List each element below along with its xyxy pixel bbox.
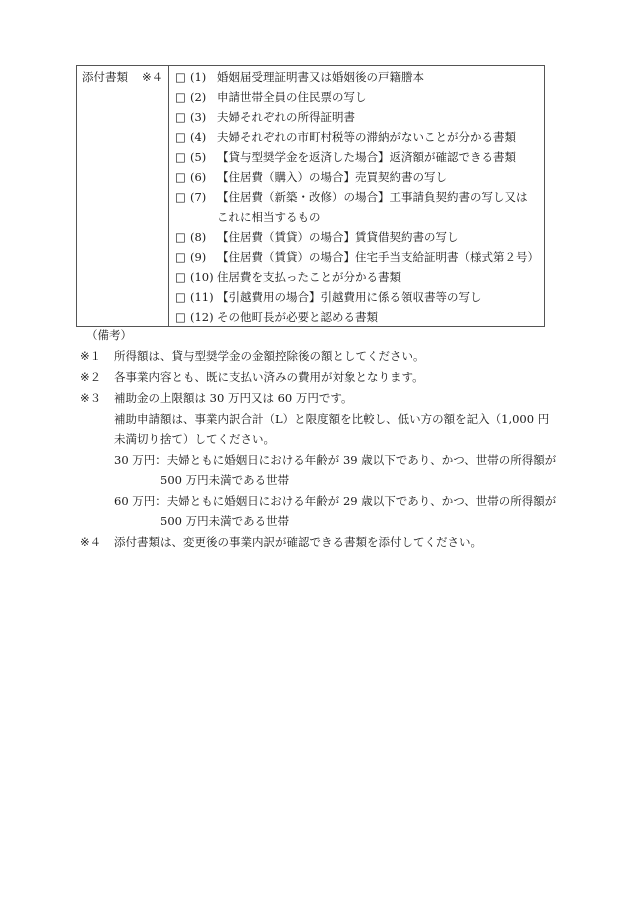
attachment-item-text: 夫婦それぞれの市町村税等の滞納がないことが分かる書類 <box>217 130 516 144</box>
attachment-item-number: (3) <box>190 110 207 124</box>
attachment-item-text: 申請世帯全員の住民票の写し <box>217 90 367 104</box>
attachment-item-text: 【住居費（購入）の場合】売買契約書の写し <box>217 170 447 184</box>
note-4-mark: ※４ <box>80 535 102 549</box>
note-2-mark: ※２ <box>80 370 102 384</box>
attachment-item-number: (8) <box>190 230 207 244</box>
attachment-item <box>175 172 544 192</box>
checkbox-icon[interactable]: □ <box>175 250 186 264</box>
note-3-mark: ※３ <box>80 391 102 405</box>
attachment-item-text: 婚姻届受理証明書又は婚姻後の戸籍謄本 <box>217 70 424 84</box>
checkbox-icon[interactable]: □ <box>175 290 186 304</box>
limit-60-line-2: 500 万円未満である世帯 <box>160 514 290 528</box>
attachment-item-text: 夫婦それぞれの所得証明書 <box>217 110 355 124</box>
note-2 <box>80 372 424 384</box>
checkbox-icon[interactable]: □ <box>175 70 186 84</box>
attachment-item <box>175 252 544 272</box>
checkbox-icon[interactable]: □ <box>175 190 186 204</box>
note-2-text: 各事業内容とも、既に支払い済みの費用が対象となります。 <box>114 370 424 384</box>
attachment-item-continuation: これに相当するもの <box>217 210 321 224</box>
note-3 <box>80 393 352 405</box>
attachment-item-text: 【住居費（賃貸）の場合】賃貸借契約書の写し <box>217 230 459 244</box>
attachment-item-number: (9) <box>190 250 207 264</box>
checkbox-icon[interactable]: □ <box>175 270 186 284</box>
checkbox-icon[interactable]: □ <box>175 90 186 104</box>
attachment-item-number: (1) <box>190 70 207 84</box>
note-4 <box>80 537 482 549</box>
attachment-item <box>175 92 544 112</box>
note-3-detail-line-2: 未満切り捨て）してください。 <box>114 432 275 446</box>
attachment-item-number: (7) <box>190 190 207 204</box>
attachment-item-text: 【住居費（賃貸）の場合】住宅手当支給証明書（様式第２号） <box>217 250 539 264</box>
checkbox-icon[interactable]: □ <box>175 170 186 184</box>
attachment-item-number: (5) <box>190 150 207 164</box>
attachment-item <box>175 112 544 132</box>
attachment-table <box>76 65 545 327</box>
attachment-item <box>175 132 544 152</box>
checkbox-icon[interactable]: □ <box>175 110 186 124</box>
limit-30-line-2: 500 万円未満である世帯 <box>160 473 290 487</box>
attachment-item <box>175 312 544 332</box>
attachment-item-number: (6) <box>190 170 207 184</box>
attachment-item-text: 【貸与型奨学金を返済した場合】返済額が確認できる書類 <box>217 150 516 164</box>
attachment-item-number: (12) <box>190 310 214 324</box>
attachment-item-number: (2) <box>190 90 207 104</box>
attachment-items-cell <box>169 66 544 326</box>
attachment-item <box>175 272 544 292</box>
attachment-item-text: その他町長が必要と認める書類 <box>217 310 378 324</box>
attachment-label-cell <box>77 66 169 326</box>
checkbox-icon[interactable]: □ <box>175 150 186 164</box>
attachment-item-number: (4) <box>190 130 207 144</box>
attachment-note-mark: ※４ <box>142 70 164 84</box>
attachment-item-number: (11) <box>190 290 214 304</box>
note-1 <box>80 351 425 363</box>
note-1-text: 所得額は、貸与型奨学金の金額控除後の額としてください。 <box>114 349 425 363</box>
note-3-text: 補助金の上限額は 30 万円又は 60 万円です。 <box>114 391 353 405</box>
note-3-detail-line-1: 補助申請額は、事業内訳合計（L）と限度額を比較し、低い方の額を記入（1,000 円 <box>114 412 550 426</box>
attachment-item <box>175 292 544 312</box>
checkbox-icon[interactable]: □ <box>175 310 186 324</box>
attachment-item <box>175 72 544 92</box>
attachment-item <box>175 152 544 172</box>
checkbox-icon[interactable]: □ <box>175 230 186 244</box>
remarks-title: （備考） <box>86 328 132 342</box>
attachment-label: 添付書類 <box>82 70 128 84</box>
note-4-text: 添付書類は、変更後の事業内訳が確認できる書類を添付してください。 <box>114 535 482 549</box>
checkbox-icon[interactable]: □ <box>175 130 186 144</box>
attachment-item <box>175 232 544 252</box>
limit-60-line-1: 60 万円：夫婦ともに婚姻日における年齢が 29 歳以下であり、かつ、世帯の所得額が <box>114 494 557 508</box>
attachment-item-text: 住居費を支払ったことが分かる書類 <box>217 270 401 284</box>
attachment-item-number: (10) <box>190 270 214 284</box>
limit-30-line-1: 30 万円：夫婦ともに婚姻日における年齢が 39 歳以下であり、かつ、世帯の所得額が <box>114 453 557 467</box>
attachment-item <box>175 192 544 212</box>
note-1-mark: ※１ <box>80 349 102 363</box>
attachment-item-text: 【引越費用の場合】引越費用に係る領収書等の写し <box>217 290 482 304</box>
attachment-item-text: 【住居費（新築・改修）の場合】工事請負契約書の写し又は <box>217 190 528 204</box>
